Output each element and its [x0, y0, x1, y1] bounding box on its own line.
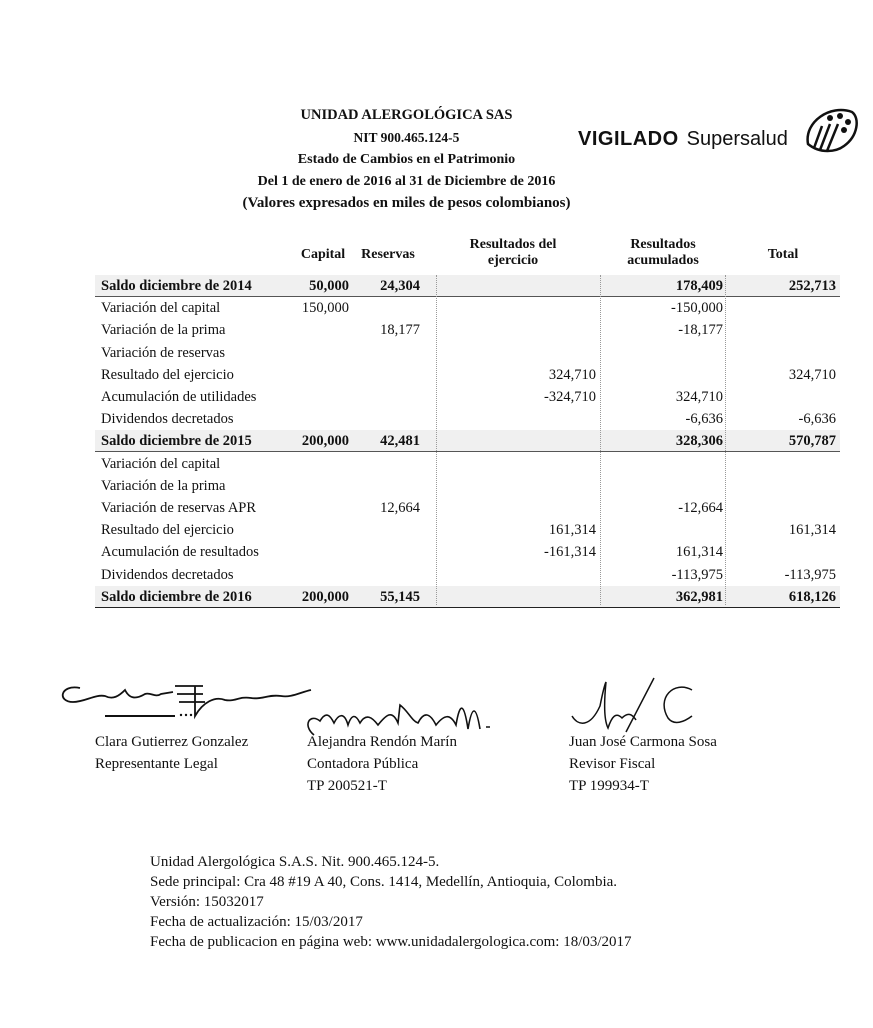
cell-ejercicio: 324,710 [548, 366, 596, 383]
footer-line: Versión: 15032017 [150, 894, 264, 910]
signatory-name: Juan José Carmona Sosa [569, 734, 717, 750]
table-row [95, 541, 840, 563]
table-row [95, 475, 840, 497]
balance-row [95, 275, 840, 297]
signatory-3 [569, 731, 717, 797]
cell-ejercicio: -324,710 [544, 389, 596, 405]
cell-reservas: 18,177 [380, 322, 420, 339]
cell-acumulados: 362,981 [675, 588, 723, 605]
cell-total: -6,636 [798, 411, 836, 428]
table-row [95, 319, 840, 341]
cell-acumulados: -18,177 [678, 322, 723, 339]
supersalud-logo-icon [800, 102, 860, 160]
cell-reservas: 42,481 [380, 433, 420, 450]
row-label: Acumulación de resultados [101, 544, 259, 561]
table-row [95, 453, 840, 475]
footer-info [150, 852, 632, 952]
table-row [95, 342, 840, 364]
cell-total: 161,314 [788, 522, 836, 539]
cell-total: 252,713 [788, 278, 836, 294]
signatory-role: Contadora Pública [307, 756, 419, 772]
col-resultados-acumulados: Resultados acumulados [627, 237, 699, 268]
cell-acumulados: 178,409 [675, 278, 723, 294]
company-name: UNIDAD ALERGOLÓGICA SAS [300, 107, 513, 123]
row-label: Dividendos decretados [101, 411, 234, 428]
cell-reservas: 12,664 [380, 500, 420, 516]
cell-acumulados: 328,306 [675, 433, 723, 450]
row-label: Acumulación de utilidades [101, 389, 257, 405]
footer-line: Fecha de publicacion en página web: www.unidadalergologica.com: 18/03/2017 [150, 934, 632, 950]
statement-title: Estado de Cambios en el Patrimonio [297, 152, 516, 167]
cell-total: -113,975 [784, 566, 836, 583]
row-label: Variación de la prima [101, 322, 226, 339]
row-label: Variación del capital [101, 455, 221, 472]
row-label: Variación de la prima [101, 477, 226, 494]
table-row [95, 408, 840, 430]
cell-reservas: 24,304 [380, 278, 420, 294]
cell-acumulados: -6,636 [685, 411, 723, 428]
signatory-role: Revisor Fiscal [569, 756, 656, 772]
row-label: Saldo diciembre de 2015 [101, 433, 252, 450]
col-reservas: Reservas [361, 247, 415, 262]
cell-capital: 150,000 [301, 300, 349, 317]
statement-period: Del 1 de enero de 2016 al 31 de Diciembre de 2016 [257, 174, 556, 189]
cell-capital: 50,000 [309, 278, 349, 294]
cell-acumulados: 161,314 [675, 544, 723, 561]
table-row [95, 386, 840, 408]
signatory-tp: TP 199934-T [569, 778, 649, 794]
vigilado-text: VIGILADO [578, 128, 679, 150]
col-resultados-ejercicio: Resultados del ejercicio [469, 237, 557, 268]
signatory-name: Clara Gutierrez Gonzalez [95, 734, 249, 750]
col-total: Total [767, 247, 799, 262]
row-label: Variación de reservas [101, 344, 225, 361]
table-row [95, 497, 840, 519]
supersalud-text: Supersalud [686, 128, 788, 150]
cell-capital: 200,000 [301, 433, 349, 450]
cell-acumulados: 324,710 [675, 389, 723, 405]
cell-reservas: 55,145 [380, 588, 420, 605]
footer-line: Unidad Alergológica S.A.S. Nit. 900.465.124-5. [150, 854, 440, 870]
cell-total: 570,787 [788, 433, 836, 450]
vigilado-supersalud-mark [578, 128, 788, 151]
company-nit: NIT 900.465.124-5 [353, 130, 460, 145]
row-label: Saldo diciembre de 2014 [101, 278, 252, 294]
col-capital: Capital [300, 247, 346, 262]
table-row [95, 519, 840, 541]
row-label: Dividendos decretados [101, 566, 234, 583]
row-label: Resultado del ejercicio [101, 522, 234, 539]
balance-row [95, 586, 840, 608]
signature-representante-legal [55, 676, 315, 726]
cell-acumulados: -12,664 [678, 500, 723, 516]
cell-total: 618,126 [788, 588, 836, 605]
table-row [95, 564, 840, 586]
table-row [95, 297, 840, 319]
balance-row [95, 430, 840, 452]
signatory-1 [95, 731, 248, 775]
cell-ejercicio: 161,314 [548, 522, 596, 539]
footer-line: Fecha de actualización: 15/03/2017 [150, 914, 363, 930]
row-label: Saldo diciembre de 2016 [101, 588, 252, 605]
column-divider [600, 275, 601, 605]
statement-units: (Valores expresados en miles de pesos colombianos) [242, 195, 571, 211]
cell-acumulados: -150,000 [671, 300, 723, 317]
row-label: Resultado del ejercicio [101, 366, 234, 383]
table-row [95, 364, 840, 386]
cell-acumulados: -113,975 [671, 566, 723, 583]
signature-revisor-fiscal [560, 676, 700, 734]
signatory-2 [307, 731, 457, 797]
footer-line: Sede principal: Cra 48 #19 A 40, Cons. 1414, Medellín, Antioquia, Colombia. [150, 874, 618, 890]
signatory-role: Representante Legal [95, 756, 218, 772]
cell-total: 324,710 [788, 366, 836, 383]
cell-ejercicio: -161,314 [544, 544, 596, 561]
column-divider [725, 275, 726, 605]
signatory-tp: TP 200521-T [307, 778, 387, 794]
signatory-name: Alejandra Rendón Marín [307, 734, 457, 750]
column-divider [436, 275, 437, 605]
row-label: Variación del capital [101, 300, 221, 317]
row-label: Variación de reservas APR [101, 500, 257, 516]
cell-capital: 200,000 [301, 588, 349, 605]
